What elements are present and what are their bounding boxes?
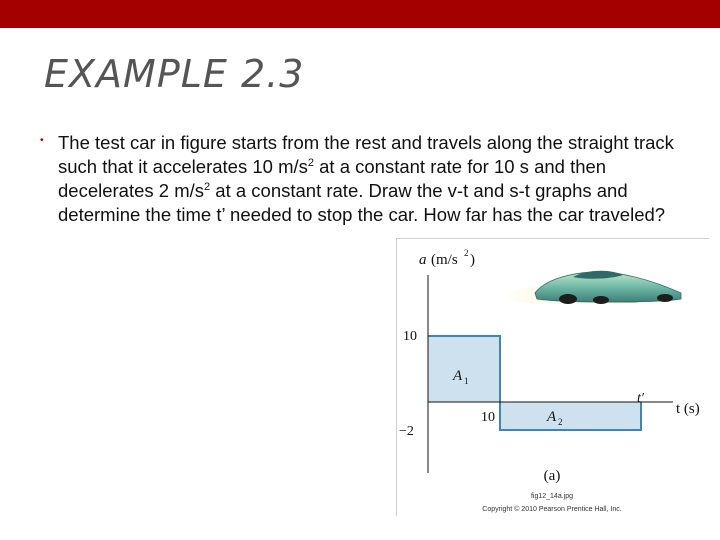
slide-title: EXAMPLE 2.3	[44, 52, 305, 96]
problem-statement	[58, 131, 688, 227]
area-a2-label: A	[547, 409, 557, 425]
top-accent-bar	[0, 0, 720, 28]
area-a2-subscript: 2	[558, 417, 563, 427]
figure-caption: (a)	[543, 468, 561, 484]
y-axis-label-close: )	[470, 252, 475, 268]
area-a1-fill	[428, 336, 500, 402]
superscript-2: 2	[204, 180, 211, 193]
x-tick-10: 10	[481, 410, 495, 425]
problem-text-part3: at a constant rate. Draw the v-t and s-t graphs and determine the time t’ needed to stop the car. How far has the car traveled?	[58, 180, 666, 225]
y-tick-neg2: −2	[399, 424, 414, 439]
bullet-marker: •	[40, 135, 44, 146]
test-car-image	[505, 271, 681, 304]
y-tick-10: 10	[403, 329, 417, 344]
superscript-2: 2	[307, 156, 314, 169]
acceleration-graph	[397, 239, 709, 516]
x-axis-label: t (s)	[676, 401, 700, 417]
acceleration-time-figure	[396, 238, 709, 516]
y-axis-label-unit: (m/s	[431, 252, 458, 268]
figure-filename: fig12_14a.jpg	[530, 493, 574, 500]
t-prime-label: t′	[637, 391, 644, 406]
area-a1-subscript: 1	[464, 376, 469, 386]
problem-text-part1: The test car in figure starts from the rest and travels along the straight track such that it accelerates 10 m/s	[58, 132, 674, 177]
figure-copyright: Copyright © 2010 Pearson Prentice Hall, Inc.	[482, 506, 622, 513]
problem-text-part2: at a constant rate for 10 s and then decelerates 2 m/s	[58, 156, 607, 201]
y-axis-label-exponent: 2	[464, 248, 469, 258]
y-axis-label-variable: a	[419, 252, 427, 268]
area-a1-label: A	[453, 368, 463, 384]
area-a2-fill	[500, 402, 641, 430]
